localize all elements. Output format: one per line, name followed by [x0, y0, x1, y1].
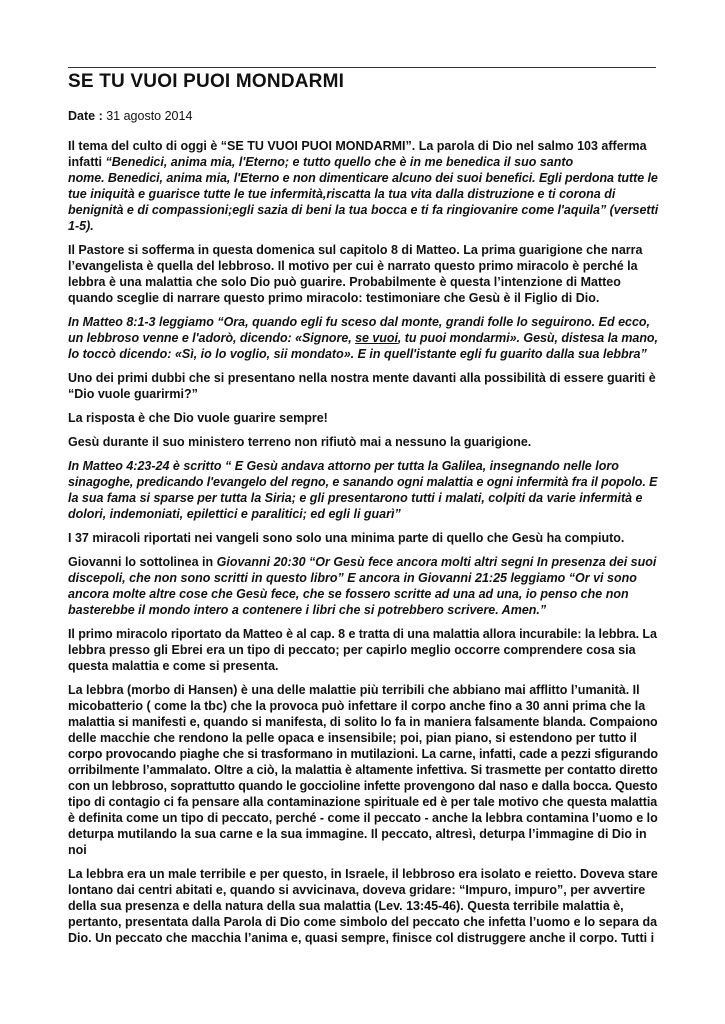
page-title: SE TU VUOI PUOI MONDARMI	[68, 71, 345, 92]
quote-line: sinagoghe, predicando l'evangelo del regno, e sanando ogni malattia e ogni infermità fra il popolo. E	[68, 475, 658, 489]
paragraph-3	[68, 314, 658, 362]
text-line: I 37 miracoli riportati nei vangeli sono solo una minima parte di quello che Gesù ha compiuto.	[68, 531, 625, 545]
underlined-run: se vuoi	[355, 331, 398, 345]
paragraph-12	[68, 866, 658, 946]
paragraph-6	[68, 434, 658, 450]
paragraph-8	[68, 530, 658, 546]
paragraph-9	[68, 554, 658, 618]
text-line: “Dio vuole guarirmi?”	[68, 387, 198, 401]
text-line: Il primo miracolo riportato da Matteo è al cap. 8 e tratta di una malattia allora incurabile: la lebbra. La	[68, 627, 657, 641]
quote-line: dolori, indemoniati, epilettici e paralitici; ed egli li guarì”	[68, 507, 401, 521]
text-line: La lebbra (morbo di Hansen) è una delle malattie più terribili che abbiano mai afflitto l’umanità. Il	[68, 683, 640, 697]
quote-line: 1-5).	[68, 219, 94, 233]
text-run: un lebbroso venne e l'adorò, dicendo: «Signore,	[68, 331, 356, 345]
quote-line: ancora molte altre cose che Gesù fece, che se fossero scritte ad una ad una, io penso che non	[68, 587, 629, 601]
text-line: Il Pastore si sofferma in questa domenica sul capitolo 8 di Matteo. La prima guarigione che narra	[68, 243, 643, 257]
quote-run: “Benedici, anima mia, l'Eterno; e tutto quello che è in me benedica il suo santo	[105, 155, 574, 169]
date-value: 31 agosto 2014	[106, 109, 193, 123]
quote-line: basterebbe il mondo intero a contenere i libri che si potrebbero scrivere. Amen.”	[68, 603, 547, 617]
text-line: Gesù durante il suo ministero terreno non rifiutò mai a nessuno la guarigione.	[68, 435, 532, 449]
text-line: noi	[68, 843, 87, 857]
paragraph-2	[68, 242, 658, 306]
quote-line: la sua fama si sparse per tutta la Siria; e gli presentarono tutti i malati, colpiti da varie infermità e	[68, 491, 643, 505]
text-line: tipo di contagio ci fa pensare alla contaminazione spirituale ed è per tale motivo che questa malattia	[68, 795, 658, 809]
text-line: lebbra presso gli Ebrei era un tipo di peccato; per capirlo meglio occorre comprendere cosa sia	[68, 643, 636, 657]
quote-line: discepoli, che non sono scritti in questo libro” E ancora in Giovanni 21:25 leggiamo “Or vi sono	[68, 571, 637, 585]
text-run: , tu puoi mondarmi». Gesù, distesa la mano,	[397, 331, 658, 345]
date-label: Date :	[68, 109, 103, 123]
text-line: Uno dei primi dubbi che si presentano nella nostra mente davanti alla possibilità di essere guariti è	[68, 371, 656, 385]
text-line: orribilmente l’ammalato. Oltre a ciò, la malattia è altamente infettiva. Si trasmette per contatto diretto	[68, 763, 658, 777]
text-line: corpo provocando piaghe che si trasformano in mutilazioni. La carne, infatti, cade a pezzi sfigurando	[68, 747, 658, 761]
text-line: Dio. Un peccato che macchia l’anima e, quasi sempre, finisce col distruggere anche il corpo. Tutti i	[68, 931, 655, 945]
text-line: La lebbra era un male terribile e per questo, in Israele, il lebbroso era isolato e reietto. Doveva stare	[68, 867, 658, 881]
paragraph-1	[68, 138, 658, 234]
text-line: l’evangelista è quella del lebbroso. Il motivo per cui è narrato questo primo miracolo è perché la	[68, 259, 638, 273]
paragraph-10	[68, 626, 658, 674]
text-line: Il tema del culto di oggi è “SE TU VUOI PUOI MONDARMI”. La parola di Dio nel salmo 103 afferma	[68, 139, 647, 153]
quote-line: tue iniquità e guarisce tutte le tue infermità,riscatta la tua vita dalla distruzione e ti corona di	[68, 187, 616, 201]
text-line: pertanto, presentata dalla Parola di Dio come simbolo del peccato che infetta l’uomo e lo separa da	[68, 915, 658, 929]
body-text	[68, 138, 658, 954]
paragraph-5	[68, 410, 658, 426]
text-line: malattia si manifesti e, quando si manifesta, di solito lo fa in maniera falsamente blanda. Compaiono	[68, 715, 658, 729]
quote-line: benignità e di compassioni;egli sazia di beni la tua bocca e ti fa ringiovanire come l'aquila” (versetti	[68, 203, 659, 217]
header-rule	[68, 67, 656, 68]
text-line: è definita come un tipo di peccato, perché - come il peccato - anche la lebbra contamina l’uomo e lo	[68, 811, 658, 825]
quote-line: In Matteo 4:23-24 è scritto “ E Gesù andava attorno per tutta la Galilea, insegnando nelle loro	[68, 459, 619, 473]
text-run: infatti	[68, 155, 106, 169]
date-line	[68, 108, 192, 124]
text-line: quando sceglie di narrare questo primo miracolo: testimoniare che Gesù è il Figlio di Dio.	[68, 291, 600, 305]
text-line: deturpa mutilando la sua carne e la sua immagine. Il peccato, altresì, deturpa l’immagine di Dio in	[68, 827, 647, 841]
text-line: lontano dai centri abitati e, quando si avvicinava, doveva gridare: “Impuro, impuro”, per avvertire	[68, 883, 646, 897]
quote-line	[68, 330, 658, 346]
text-line: con un lebbroso, soprattutto quando le goccioline infette provengono dal naso e dalla bocca. Questo	[68, 779, 658, 793]
paragraph-4	[68, 370, 658, 402]
text-line: La risposta è che Dio vuole guarire sempre!	[68, 411, 328, 425]
text-line: lebbra è una malattia che solo Dio può guarire. Probabilmente è questa l’intenzione di Matteo	[68, 275, 621, 289]
text-line: della sua presenza e della natura della sua malattia (Lev. 13:45-46). Questa terribile malattia è,	[68, 899, 624, 913]
paragraph-11	[68, 682, 658, 858]
paragraph-7	[68, 458, 658, 522]
text-run: Giovanni lo sottolinea in	[68, 555, 217, 569]
quote-line: nome. Benedici, anima mia, l'Eterno e non dimenticare alcuno dei suoi benefici. Egli perdona tutte le	[68, 171, 658, 185]
text-line: questa malattia e come si presenta.	[68, 659, 279, 673]
text-line	[68, 554, 658, 570]
text-line: delle macchie che rendono la pelle opaca e insensibile; poi, pian piano, si estendono per tutto il	[68, 731, 637, 745]
quote-line: lo toccò dicendo: «Sì, io lo voglio, sii mondato». E in quell'istante egli fu guarito dalla sua lebbra”	[68, 347, 647, 361]
text-line	[68, 154, 658, 170]
quote-run: Giovanni 20:30 “Or Gesù fece ancora molti altri segni In presenza dei suoi	[216, 555, 657, 569]
text-line: micobatterio ( come la tbc) che la provoca può infettare il corpo anche fino a 30 anni prima che la	[68, 699, 646, 713]
quote-line: In Matteo 8:1-3 leggiamo “Ora, quando egli fu sceso dal monte, grandi folle lo seguirono. Ed ecco,	[68, 315, 651, 329]
